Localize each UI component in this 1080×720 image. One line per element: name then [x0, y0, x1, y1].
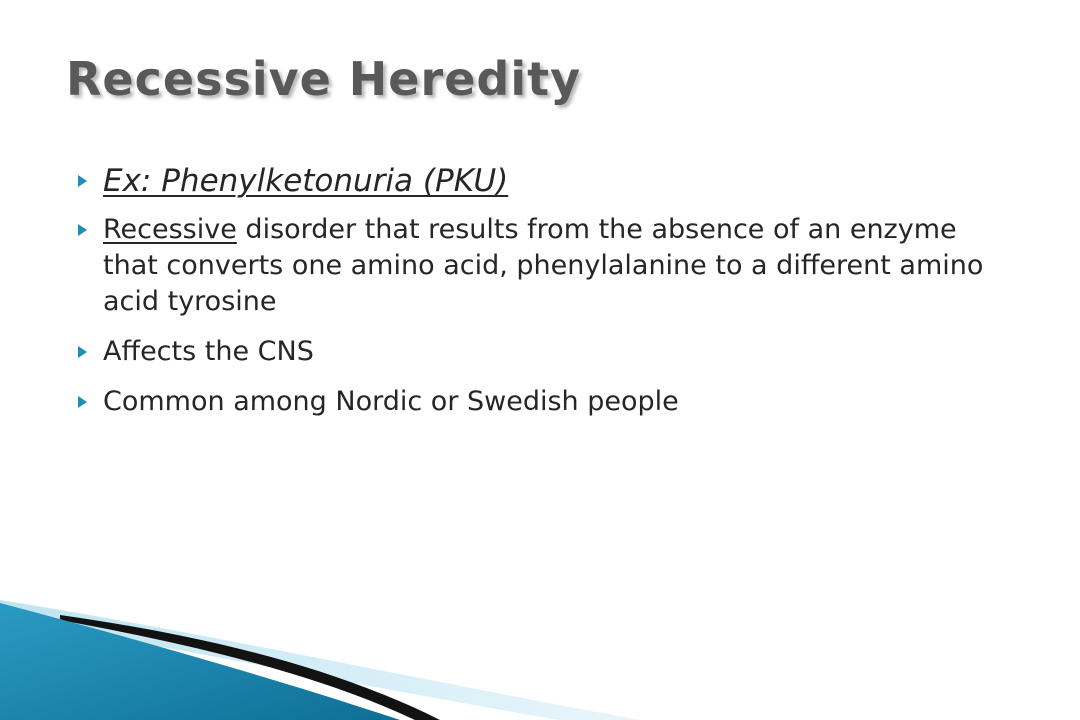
- bullet-population-text: Common among Nordic or Swedish people: [103, 386, 679, 417]
- bullet-keyword-recessive: Recessive: [103, 214, 237, 245]
- bullet-cns-text: Affects the CNS: [103, 336, 314, 367]
- teal-corner-wedge: [0, 603, 400, 720]
- bullet-example-text: Ex: Phenylketonuria (PKU): [103, 163, 509, 199]
- bullet-definition-text: disorder that results from the absence of an enzyme that converts one amino acid, phenylalanine to a different amino acid tyrosine: [103, 214, 984, 317]
- slide-title: Recessive Heredity: [66, 52, 582, 106]
